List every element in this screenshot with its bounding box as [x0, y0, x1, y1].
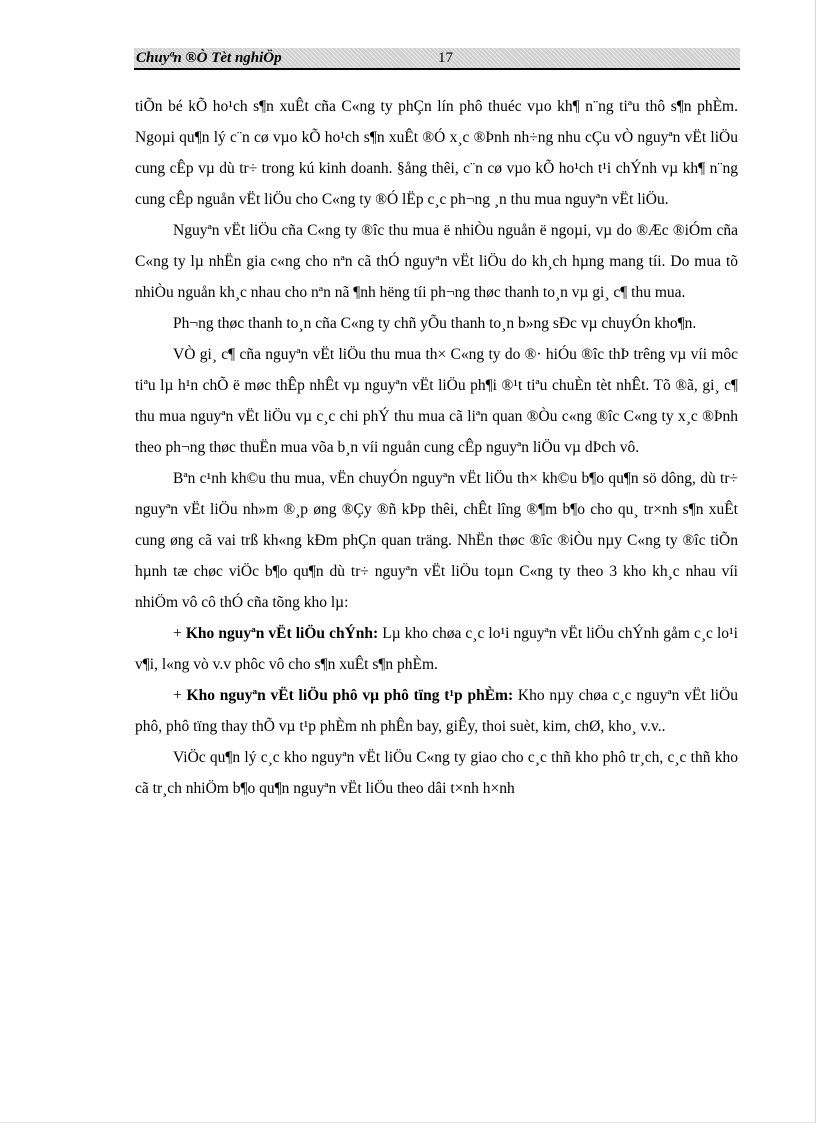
list-item-text: Lµ kho chøa c¸c lo¹i nguyªn vËt liÖu chÝnh gåm c¸c lo¹i v¶i, l«ng vò v.v phôc vô cho s¶n xuÊt s¶n phÈm. — [135, 625, 738, 673]
paragraph-2: Nguyªn vËt liÖu cña C«ng ty ®îc thu mua ë nhiÒu nguån ë ngoµi, vµ do ®Æc ®iÓm cña C«ng ty lµ nhËn gia c«ng cho nªn cã thÓ nguyªn vËt liÖu do kh¸ch hµng mang tíi. Do mua tõ nhiÒu nguån kh¸c nhau cho nªn nã ¶nh hëng tíi ph¬ng thøc thanh to¸n vµ gi¸ c¶ thu mua. — [135, 222, 738, 301]
header-title: Chuyªn ®Ò Tèt nghiÖp — [136, 50, 282, 66]
paragraph-3: Ph¬ng thøc thanh to¸n cña C«ng ty chñ yÕu thanh to¸n b»ng sÐc vµ chuyÓn kho¶n. — [173, 315, 697, 332]
list-item-prefix: + — [173, 687, 187, 704]
body-text — [135, 91, 738, 804]
page-header — [134, 48, 740, 70]
list-item-heading: Kho nguyªn vËt liÖu chÝnh: — [185, 625, 379, 642]
list-item-main-materials-warehouse — [135, 618, 738, 680]
list-item-text: Kho nµy chøa c¸c nguyªn vËt liÖu phô, phô tïng thay thÕ vµ t¹p phÈm nh phÊn bay, giÊy, thoi suèt, kim, chØ, kho¸ v.v.. — [135, 687, 738, 735]
list-item-auxiliary-materials-warehouse — [135, 680, 738, 742]
list-item-prefix: + — [173, 625, 186, 642]
paragraph-8: ViÖc qu¶n lý c¸c kho nguyªn vËt liÖu C«ng ty giao cho c¸c thñ kho phô tr¸ch, c¸c thñ kho cã tr¸ch nhiÖm b¶o qu¶n nguyªn vËt liÖu theo dâi t×nh h×nh — [135, 749, 738, 797]
paragraph-4: VÒ gi¸ c¶ cña nguyªn vËt liÖu thu mua th× C«ng ty do ®· hiÓu ®îc thÞ trêng vµ víi môc tiªu lµ h¹n chÕ ë møc thÊp nhÊt vµ nguyªn vËt liÖu ph¶i ®¹t tiªu chuÈn tèt nhÊt. Tõ ®ã, gi¸ c¶ thu mua nguyªn vËt liÖu vµ c¸c chi phÝ thu mua cã liªn quan ®Òu c«ng ®îc C«ng ty x¸c ®Þnh theo ph¬ng thøc thuËn mua võa b¸n víi nguån cung cÊp nguyªn liÖu vµ dÞch vô. — [135, 346, 738, 456]
page-number: 17 — [438, 50, 453, 66]
paragraph-1: tiÕn bé kÕ ho¹ch s¶n xuÊt cña C«ng ty phÇn lín phô thuéc vµo kh¶ n¨ng tiªu thô s¶n phÈm. Ngoµi qu¶n lý c¨n cø vµo kÕ ho¹ch s¶n xuÊt ®Ó x¸c ®Þnh nh÷ng nhu cÇu vÒ nguyªn vËt liÖu cung cÊp vµ dù tr÷ trong kú kinh doanh. §ång thêi, c¨n cø vµo kÕ ho¹ch t¹i chÝnh vµ kh¶ n¨ng cung cÊp nguån vËt liÖu cho C«ng ty ®Ó lËp c¸c ph¬ng ¸n thu mua nguyªn vËt liÖu. — [135, 98, 738, 208]
paragraph-5: Bªn c¹nh kh©u thu mua, vËn chuyÓn nguyªn vËt liÖu th× kh©u b¶o qu¶n sö dông, dù tr÷ nguyªn vËt liÖu nh»m ®¸p øng ®Çy ®ñ kÞp thêi, chÊt lîng ®¶m b¶o cho qu¸ tr×nh s¶n xuÊt cung øng cã vai trß kh«ng kÐm phÇn quan träng. NhËn thøc ®îc ®iÒu nµy C«ng ty ®îc tiÕn hµnh tæ chøc viÖc b¶o qu¶n dù tr÷ nguyªn vËt liÖu toµn C«ng ty theo 3 kho kh¸c nhau víi nhiÖm vô cô thÓ cña tõng kho lµ: — [135, 470, 738, 611]
list-item-heading: Kho nguyªn vËt liÖu phô vµ phô tïng t¹p phÈm: — [186, 687, 514, 704]
